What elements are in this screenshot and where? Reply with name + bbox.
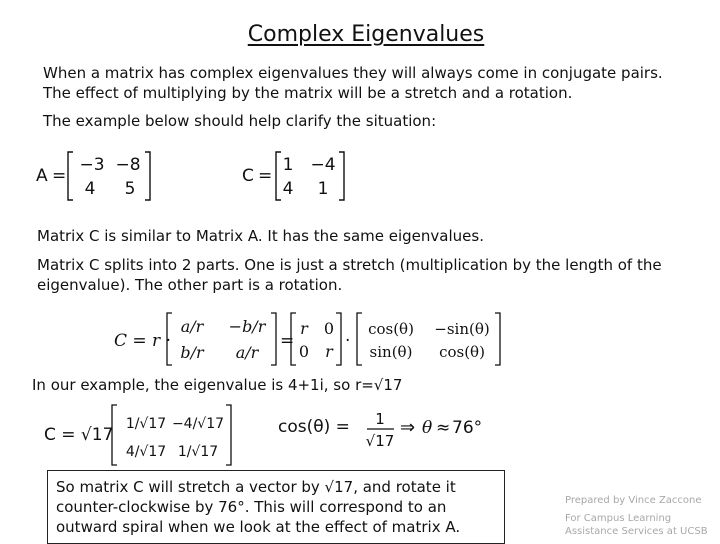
conclusion-box: So matrix C will stretch a vector by √17, and rotate it counter-clockwise by 76°. This will correspond to an outward spiral when we look at the effect of matrix A. (47, 470, 505, 544)
example-matrix (42, 402, 238, 468)
example-matrix-lhs: C = √17 (44, 425, 114, 445)
angle-frac-num: 1 (375, 410, 385, 428)
decomposition-m3-cell: cos(θ) (439, 343, 485, 361)
decomposition-m2-cell: r (300, 319, 308, 338)
example-matrix-cell: −4/√17 (171, 416, 225, 432)
splits-statement: Matrix C splits into 2 parts. One is just a stretch (multiplication by the length of the eigenvalue). The other part is a rotation. (37, 256, 662, 294)
intro-paragraph: When a matrix has complex eigenvalues they will always come in conjugate pairs. The effect of multiplying by the matrix will be a stretch and a rotation. (43, 64, 663, 102)
svg-text:=: = (280, 331, 295, 351)
decomposition-m3-cell: −sin(θ) (434, 320, 490, 338)
matrix-a-cell: −8 (115, 155, 141, 175)
decomposition-m2-cell: 0 (298, 342, 310, 361)
matrix-c-cell: 4 (282, 179, 294, 199)
matrix-a-cell: 5 (124, 179, 136, 199)
matrix-c (236, 148, 356, 204)
angle-lhs: cos(θ) = (278, 417, 350, 437)
angle-result: 76° (452, 418, 483, 438)
credit-line-2: For Campus Learning Assistance Services at UCSB (565, 513, 708, 537)
decomposition-m1-cell: −b/r (228, 317, 266, 336)
matrix-c-cell: 1 (317, 179, 329, 199)
example-eigenvalue: In our example, the eigenvalue is 4+1i, so r=√17 (32, 376, 403, 394)
matrix-a-cell: 4 (84, 179, 96, 199)
matrix-c-cell: −4 (310, 155, 336, 175)
example-matrix-cell: 1/√17 (177, 444, 219, 460)
decomposition-m1-cell: b/r (180, 343, 204, 362)
decomposition-m1-cell: a/r (235, 343, 259, 362)
page-title: Complex Eigenvalues (247, 22, 485, 47)
matrix-a-cell: −3 (79, 155, 105, 175)
decomposition-m1-cell: a/r (180, 317, 204, 336)
credit-line-1: Prepared by Vince Zaccone (565, 495, 702, 506)
example-intro: The example below should help clarify the situation: (43, 112, 437, 130)
decomposition-lhs: C = r · (114, 331, 171, 351)
matrix-a (30, 148, 160, 204)
implies-symbol: ⇒ (400, 417, 416, 438)
example-matrix-cell: 1/√17 (125, 416, 167, 432)
angle-frac-den: √17 (365, 432, 395, 450)
credit (565, 494, 715, 538)
similar-statement: Matrix C is similar to Matrix A. It has the same eigenvalues. (37, 227, 484, 245)
svg-text:=: = (52, 166, 67, 186)
angle-equation (276, 408, 492, 454)
decomposition-m3-cell: sin(θ) (369, 343, 413, 361)
decomposition-equation (112, 310, 504, 368)
svg-text:=: = (258, 166, 273, 186)
matrix-c-cell: 1 (282, 155, 294, 175)
example-matrix-cell: 4/√17 (125, 444, 167, 460)
decomposition-m2-cell: 0 (323, 319, 335, 338)
decomposition-m3-cell: cos(θ) (368, 320, 414, 338)
approx-symbol: ≈ (436, 418, 451, 438)
angle-theta: θ (422, 418, 433, 438)
matrix-c-name: C (242, 166, 254, 186)
matrix-a-name: A (36, 166, 48, 186)
svg-text:·: · (345, 331, 351, 351)
decomposition-m2-cell: r (325, 342, 333, 361)
